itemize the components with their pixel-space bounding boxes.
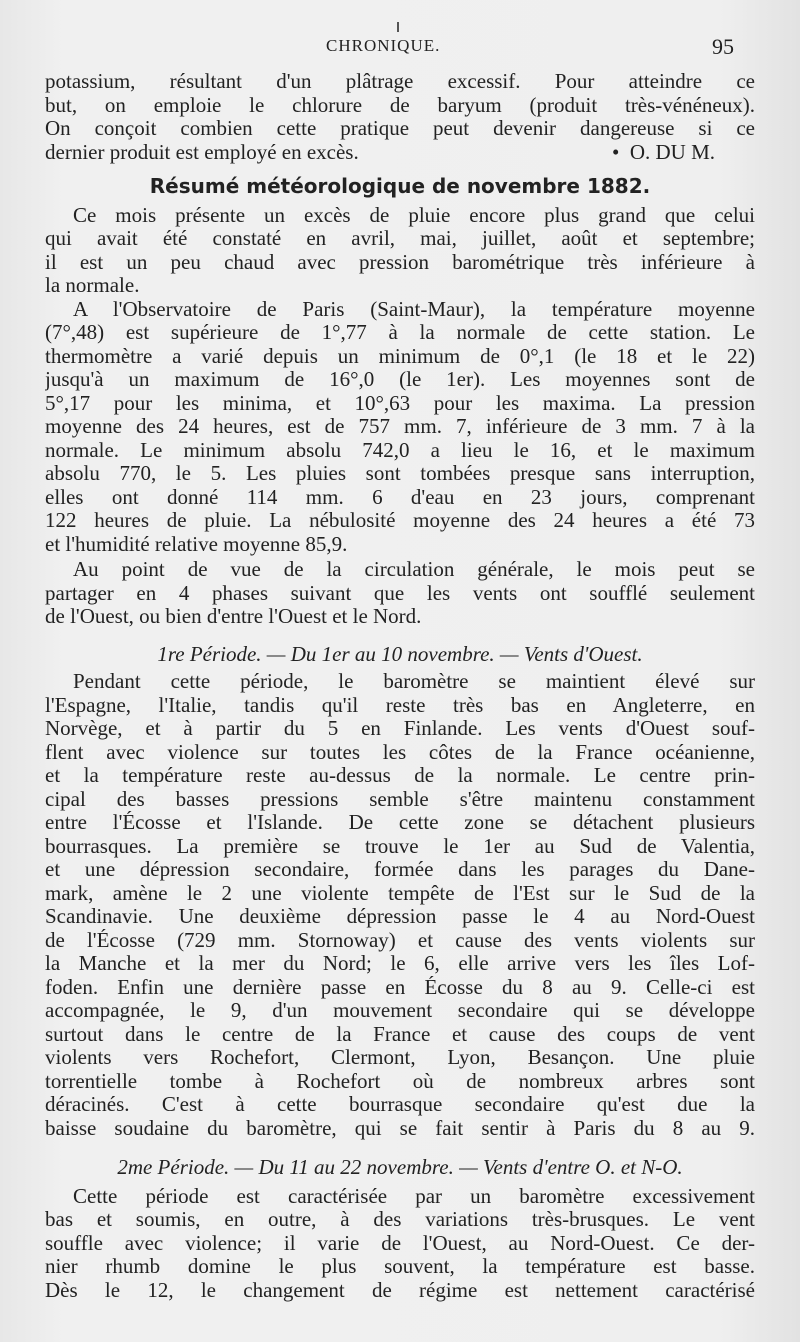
text-line: la normale. bbox=[45, 274, 140, 297]
text-line: Norvège, et à partir du 5 en Finlande. Les vents d'Ouest souf- bbox=[45, 717, 755, 740]
page-number: 95 bbox=[712, 34, 734, 59]
text-line: jusqu'à un maximum de 16°,0 (le 1er). Les moyennes sont de bbox=[45, 368, 755, 391]
text-line: normale. Le minimum absolu 742,0 a lieu le 16, et le maximum bbox=[45, 438, 755, 462]
text-line: nier rhumb domine le plus souvent, la température est basse. bbox=[45, 1255, 755, 1278]
text-line: violents vers Rochefort, Clermont, Lyon, Besançon. Une pluie bbox=[45, 1046, 755, 1069]
text-line: On conçoit combien cette pratique peut devenir dangereuse si ce bbox=[45, 117, 755, 140]
text-line: surtout dans le centre de la France et cause des coups de vent bbox=[45, 1022, 755, 1046]
text-line: Cette période est caractérisée par un baromètre excessivement bbox=[73, 1184, 755, 1208]
text-line: torrentielle tombe à Rochefort où de nombreux arbres sont bbox=[45, 1069, 755, 1093]
text-line: dernier produit est employé en excès. bbox=[45, 140, 359, 164]
text-line: Scandinavie. Une deuxième dépression passe le 4 au Nord-Ouest bbox=[45, 905, 755, 928]
tick-mark bbox=[397, 22, 399, 32]
body-text bbox=[45, 70, 755, 1302]
text-line: souffle avec violence; il varie de l'Ouest, au Nord-Ouest. Ce der- bbox=[45, 1231, 755, 1255]
text-line: l'Espagne, l'Italie, tandis qu'il reste très bas en Angleterre, en bbox=[45, 693, 755, 717]
text-line: A l'Observatoire de Paris (Saint-Maur), la température moyenne bbox=[73, 297, 755, 321]
text-line: elles ont donné 114 mm. 6 d'eau en 23 jours, comprenant bbox=[45, 485, 755, 509]
text-line: 5°,17 pour les minima, et 10°,63 pour les maxima. La pression bbox=[45, 391, 755, 415]
text-line: bourrasques. La première se trouve le 1er au Sud de Valentia, bbox=[45, 834, 755, 858]
signature: • O. DU M. bbox=[611, 140, 715, 164]
text-line: but, on emploie le chlorure de baryum (produit très-vénéneux). bbox=[45, 93, 755, 117]
text-line: Pendant cette période, le baromètre se maintient élevé sur bbox=[73, 670, 755, 693]
text-line: qui avait été constaté en avril, mai, juillet, août et septembre; bbox=[45, 227, 755, 250]
text-line: il est un peu chaud avec pression barométrique très inférieure à bbox=[45, 250, 755, 274]
text-line: partager en 4 phases suivant que les vents ont soufflé seulement bbox=[45, 581, 755, 605]
text-line: et une dépression secondaire, formée dans les parages du Dane- bbox=[45, 858, 755, 881]
text-line: flent avec violence sur toutes les côtes de la France océanienne, bbox=[45, 740, 755, 764]
period-heading: 2me Période. — Du 11 au 22 novembre. — Vents d'entre O. et N-O. bbox=[117, 1155, 683, 1179]
running-title: CHRONIQUE. bbox=[326, 36, 441, 55]
text-line: baisse soudaine du baromètre, qui se fait sentir à Paris du 8 au 9. bbox=[45, 1116, 755, 1140]
text-line: cipal des basses pressions semble s'être maintenu constamment bbox=[45, 787, 755, 811]
section-heading: Résumé météorologique de novembre 1882. bbox=[149, 174, 651, 198]
text-line: Dès le 12, le changement de régime est nettement caractérisé bbox=[45, 1278, 755, 1302]
signature-text: O. DU M. bbox=[629, 140, 715, 164]
text-line: et l'humidité relative moyenne 85,9. bbox=[45, 532, 348, 556]
text-line: (7°,48) est supérieure de 1°,77 à la normale de cette station. Le bbox=[45, 321, 755, 344]
text-line: entre l'Écosse et l'Islande. De cette zone se détachent plusieurs bbox=[45, 811, 755, 834]
text-line: de l'Écosse (729 mm. Stornoway) et cause des vents violents sur bbox=[45, 928, 755, 952]
page-header bbox=[0, 36, 800, 64]
text-line: 122 heures de pluie. La nébulosité moyenne des 24 heures a été 73 bbox=[45, 509, 755, 532]
text-line: foden. Enfin une dernière passe en Écosse du 8 au 9. Celle-ci est bbox=[45, 975, 755, 999]
text-line: accompagnée, le 9, d'un mouvement secondaire qui se développe bbox=[45, 999, 755, 1022]
text-line: Ce mois présente un excès de pluie encore plus grand que celui bbox=[73, 203, 755, 227]
text-line: et la température reste au-dessus de la normale. Le centre prin- bbox=[45, 764, 755, 787]
text-line-with-signature bbox=[45, 141, 755, 165]
text-line: la Manche et la mer du Nord; le 6, elle arrive vers les îles Lof- bbox=[45, 952, 755, 975]
text-line: absolu 770, le 5. Les pluies sont tombées presque sans interruption, bbox=[45, 462, 755, 485]
text-line: Au point de vue de la circulation générale, le mois peut se bbox=[73, 558, 755, 581]
text-line: déracinés. C'est à cette bourrasque secondaire qu'est due la bbox=[45, 1093, 755, 1116]
text-line: mark, amène le 2 une violente tempête de l'Est sur le Sud de la bbox=[45, 881, 755, 905]
text-line: de l'Ouest, ou bien d'entre l'Ouest et le Nord. bbox=[45, 605, 422, 628]
text-line: thermomètre a varié depuis un minimum de 0°,1 (le 18 et le 22) bbox=[45, 344, 755, 368]
text-line: moyenne des 24 heures, est de 757 mm. 7, inférieure de 3 mm. 7 à la bbox=[45, 415, 755, 438]
text-line: potassium, résultant d'un plâtrage excessif. Pour atteindre ce bbox=[45, 70, 755, 93]
period-heading: 1re Période. — Du 1er au 10 novembre. — Vents d'Ouest. bbox=[157, 641, 643, 666]
text-line: bas et soumis, en outre, à des variations très-brusques. Le vent bbox=[45, 1208, 755, 1231]
